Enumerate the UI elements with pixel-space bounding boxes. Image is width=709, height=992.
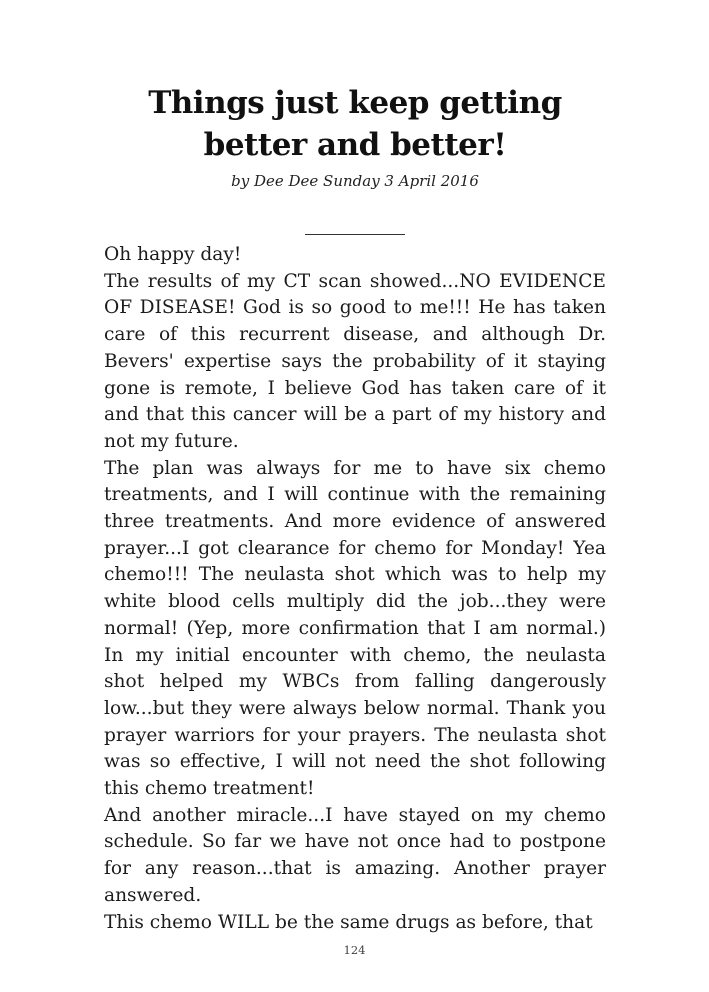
section-divider-wrap [104, 224, 606, 234]
paragraph: And another miracle...I have stayed on my chemo schedule. So far we have not once had to postpone for any reason...that is amazing. Another prayer answered. [104, 804, 606, 906]
paragraph: Oh happy day! [104, 244, 242, 265]
paragraph: The results of my CT scan showed...NO EVIDENCE OF DISEASE! God is so good to me!!! He has taken care of this recurrent disease, and although Dr. Bevers' expertise says the probability of it staying gone is remote, I believe God has taken care of it and that this cancer will be a part of my history and not my future. [104, 270, 606, 452]
paragraph: This chemo WILL be the same drugs as before, that [104, 911, 593, 933]
byline: by Dee Dee Sunday 3 April 2016 [231, 172, 479, 190]
section-divider [305, 234, 405, 235]
page-title: Things just keep getting better and better! [148, 85, 562, 163]
paragraph: The plan was always for me to have six chemo treatments, and I will continue with the remaining three treatments. And more evidence of answered prayer...I got clearance for chemo for Monday! Yea chemo!!! The neulasta shot which was to help my white blood cells multiply did the job...they were normal! (Yep, more confirmation that I am normal.) In my initial encounter with chemo, the neulasta shot helped my WBCs from falling dangerously low...but they were always below normal. Thank you prayer warriors for your prayers. The neulasta shot was so effective, I will not need the shot following this chemo treatment! [104, 457, 606, 800]
page-number: 124 [343, 943, 366, 957]
page-content [104, 0, 606, 936]
body-text [104, 242, 606, 936]
